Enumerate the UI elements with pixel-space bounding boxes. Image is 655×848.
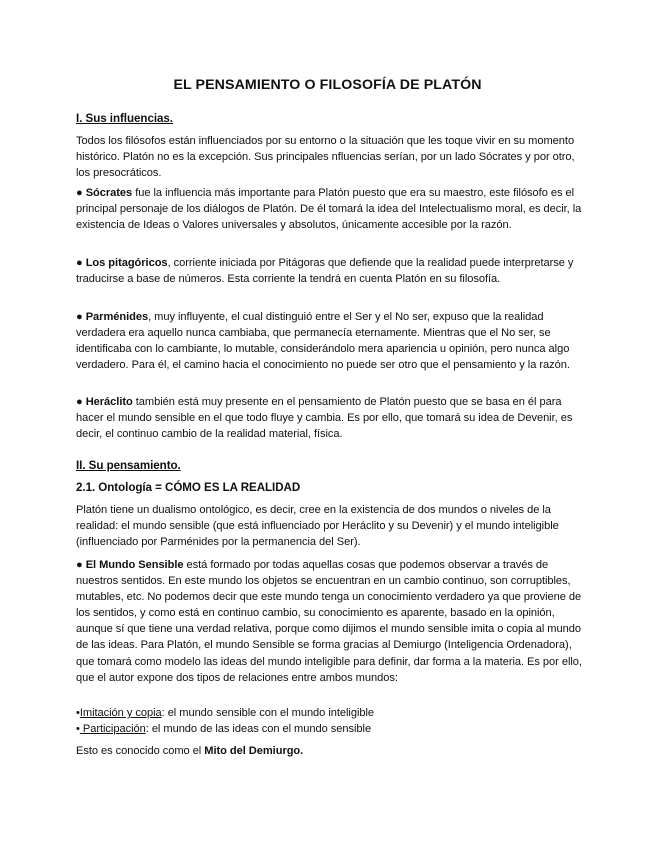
term-socrates: Sócrates bbox=[85, 187, 133, 199]
term-parmenides: Parménides bbox=[85, 311, 149, 323]
bullet: ● bbox=[76, 311, 83, 323]
bullet: ● bbox=[76, 559, 83, 571]
paragraph-intro-influencias: Todos los filósofos están influenciados por su entorno o la situación que les toque vivir en su momento histórico. Platón no es la excepción. Sus principales nfluencias serían, por un lado Sócrates y por otro, los presocráticos. bbox=[76, 135, 575, 180]
paragraph-mundo-sensible bbox=[76, 557, 582, 686]
document-title: EL PENSAMIENTO O FILOSOFÍA DE PLATÓN bbox=[173, 77, 482, 93]
relation-text: : el mundo sensible con el mundo inteligible bbox=[161, 707, 375, 719]
term-participacion: Participación bbox=[79, 723, 146, 736]
bullet: ● bbox=[76, 396, 83, 408]
paragraph-heraclito bbox=[76, 394, 582, 442]
section-heading-pensamiento: II. Su pensamiento. bbox=[76, 459, 181, 472]
term-heraclito: Heráclito bbox=[85, 396, 133, 408]
heraclito-text: también está muy presente en el pensamiento de Platón puesto que se basa en él para hacer el mundo sensible en el que todo fluye y cambia. Es por ello, que tomará su idea de Devenir, es decir, el continuo cambio de la realidad material, física. bbox=[76, 396, 573, 441]
mundo-sensible-text: está formado por todas aquellas cosas que podemos observar a través de nuestros sentidos. En este mundo los objetos se encuentran en un cambio continuo, son corruptibles, mutables, etc. No podemos decir que este mundo tenga un conocimiento verdadero ya que proviene de los sentidos, y como está en continuo cambio, su conocimiento es aparente, basado en la opinión, aunque sí que tiene una verdad relativa, porque como dijimos el mundo sensible imita o copia al mundo de las ideas. Para Platón, el mundo Sensible se forma gracias al Demiurgo (Inteligencia Ordenadora), que tomará como modelo las ideas del mundo inteligible para definir, dar forma a la materia. Es por ello, que el autor expone dos tipos de relaciones entre ambos mundos: bbox=[76, 559, 582, 684]
closing-text: Esto es conocido como el bbox=[76, 745, 205, 757]
subheading-ontologia: 2.1. Ontología = CÓMO ES LA REALIDAD bbox=[76, 481, 301, 494]
term-imitacion: Imitación y copia bbox=[79, 707, 162, 719]
bullet: • bbox=[76, 723, 80, 736]
parmenides-text: , muy influyente, el cual distinguió entre el Ser y el No ser, expuso que la realidad verdadera era aquello nunca cambiaba, que permanecía eternamente. Mientras que el No ser, se identificaba con lo cambiante, lo mutable, considerándolo mera apariencia u opinión, pero nunca algo verdadero. Para él, el camino hacia el conocimiento no puede ser otro que el pensamiento y la razón. bbox=[76, 311, 570, 372]
term-mito-demiurgo: Mito del Demiurgo. bbox=[204, 745, 304, 757]
paragraph-pitagoricos bbox=[76, 255, 582, 287]
relation-text: : el mundo de las ideas con el mundo sensible bbox=[145, 723, 372, 736]
bullet: • bbox=[76, 707, 80, 719]
socrates-text: fue la influencia más importante para Platón puesto que era su maestro, este filósofo es el principal personaje de los diálogos de Platón. De él tomará la idea del Intelectualismo moral, es decir, la existencia de Ideas o Valores universales y absolutos, únicamente accesible por la razón. bbox=[76, 187, 582, 232]
bullet: ● bbox=[76, 257, 83, 269]
pitagoricos-text: , corriente iniciada por Pitágoras que defiende que la realidad puede interpretarse y traducirse a base de números. Esta corriente la tendrá en cuenta Platón en su filosofía. bbox=[76, 257, 574, 286]
section-heading-influencias: I. Sus influencias. bbox=[76, 112, 173, 125]
paragraph-parmenides bbox=[76, 309, 582, 373]
relations-list bbox=[76, 705, 582, 737]
paragraph-intro-ontologia: Platón tiene un dualismo ontológico, es decir, cree en la existencia de dos mundos o niveles de la realidad: el mundo sensible (que está influenciado por Heráclito y su Devenir) y el mundo inteligible (influenciado por Parménides por la permanencia del Ser). bbox=[76, 504, 559, 549]
term-pitagoricos: Los pitagóricos bbox=[85, 257, 168, 269]
list-item bbox=[76, 705, 582, 721]
paragraph-socrates bbox=[76, 185, 582, 233]
bullet: ● bbox=[76, 187, 83, 199]
term-mundo-sensible: El Mundo Sensible bbox=[85, 559, 184, 571]
list-item bbox=[76, 721, 582, 737]
paragraph-closing bbox=[76, 743, 582, 759]
